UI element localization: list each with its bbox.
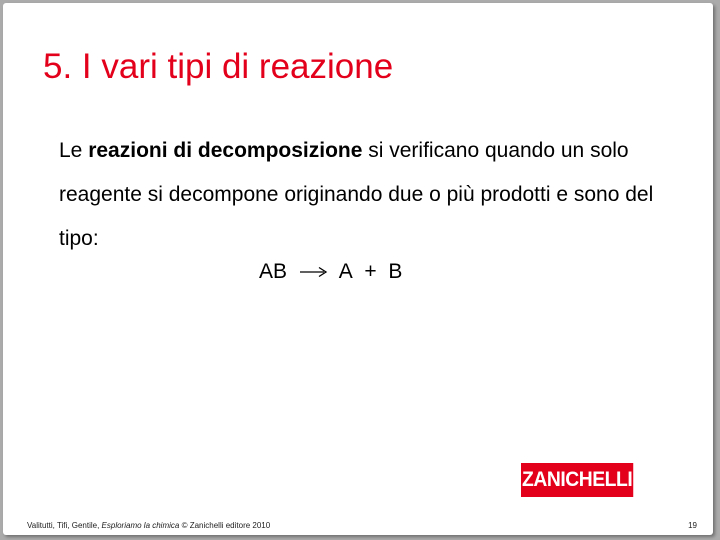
body-intro: Le — [59, 139, 89, 162]
slide-title: 5. I vari tipi di reazione — [43, 47, 394, 86]
right-arrow-icon — [299, 264, 329, 280]
reaction-equation — [259, 255, 402, 289]
footer-citation — [27, 521, 270, 531]
body-term: reazioni di decomposizione — [88, 139, 363, 162]
body-rest: si verificano quando un solo reagente si decompone originando due o più prodotti e sono del tipo: — [59, 139, 654, 250]
equation-reactant: AB — [259, 260, 288, 283]
zanichelli-logo: ZANICHELLI — [521, 463, 633, 497]
footer-authors: Valitutti, Tifi, Gentile, — [27, 521, 102, 530]
slide-body-text — [59, 129, 679, 261]
equation-product-a: A — [338, 260, 353, 283]
footer-publisher: © Zanichelli editore 2010 — [179, 521, 271, 530]
equation-product-b: B — [388, 260, 403, 283]
footer-book-title: Esploriamo la chimica — [101, 521, 180, 530]
page-number: 19 — [688, 521, 697, 530]
equation-plus: + — [364, 260, 377, 283]
slide — [3, 3, 713, 535]
